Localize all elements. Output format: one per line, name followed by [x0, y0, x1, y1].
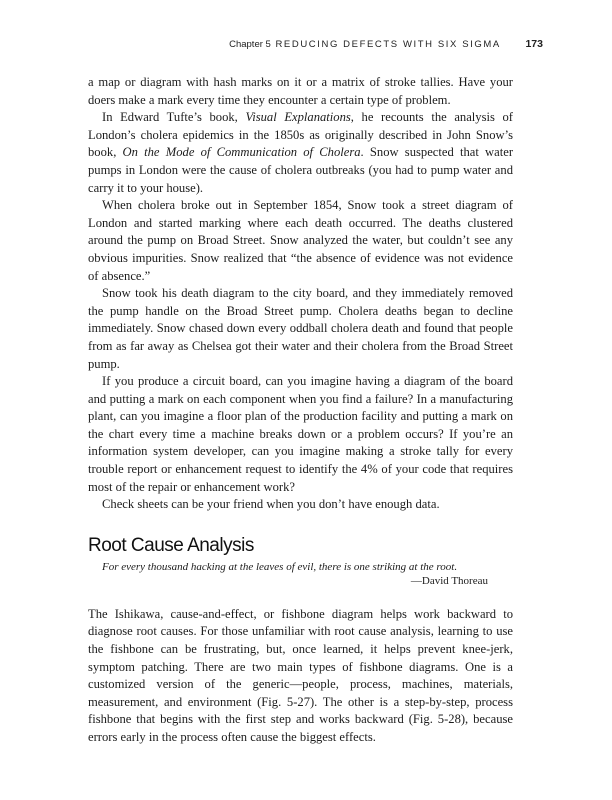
section-heading: Root Cause Analysis: [88, 534, 254, 556]
epigraph: For every thousand hacking at the leaves of evil, there is one striking at the root.: [102, 560, 458, 573]
book-title-visual-explanations: Visual Explanations: [245, 110, 351, 125]
book-title-snow: On the Mode of Communication of Cholera: [122, 145, 361, 160]
paragraph-tufte: [88, 109, 513, 197]
page-number: 173: [525, 38, 543, 50]
paragraph-check-sheets: Check sheets can be your friend when you don’t have enough data.: [102, 497, 440, 512]
epigraph-attribution: —David Thoreau: [410, 574, 488, 587]
paragraph-continuation: a map or diagram with hash marks on it or a matrix of stroke tallies. Have your doers make a mark every time they encounter a certain type of problem.: [88, 75, 513, 107]
chapter-label: Chapter 5: [229, 39, 271, 50]
paragraph-cholera-1854: When cholera broke out in September 1854, Snow took a street diagram of London and started marking where each death occurred. The deaths clustered around the pump on Broad Street. Snow analyzed the water, but couldn’t see any obvious impurities. Snow realized that “the absence of evidence was not evidence of absence.”: [88, 198, 513, 283]
body-text: [88, 74, 513, 747]
paragraph-circuit-board: If you produce a circuit board, can you imagine having a diagram of the board and putting a mark on each component when you find a failure? In a manufacturing plant, can you imagine a floor plan of the production facility and putting a mark on the chart every time a machine breaks down or a problem occurs? If you’re an information system developer, can you imagine making a stroke tally for every trouble report or enhancement request to identify the 4% of your code that requires most of the repair or enhancement work?: [88, 374, 513, 494]
paragraph-tufte-c: . Snow suspected that water pumps in London were the cause of cholera outbreaks (you had to pump water and carry it to your house).: [88, 145, 514, 195]
chapter-title: REDUCING DEFECTS WITH SIX SIGMA: [275, 39, 501, 50]
paragraph-ishikawa: The Ishikawa, cause-and-effect, or fishbone diagram helps work backward to diagnose root causes. For those unfamiliar with root cause analysis, learning to use the fishbone can be frustrating, but, once learned, it helps prevent knee-jerk, symptom patching. There are two main types of fishbone diagrams. One is a customized version of the generic—people, process, machines, materials, measurement, and environment (Fig. 5-27). The other is a step-by-step, process fishbone that begins with the first step and works backward (Fig. 5-28), because errors early in the process often cause the biggest effects.: [88, 606, 513, 744]
paragraph-city-board: Snow took his death diagram to the city board, and they immediately removed the pump handle on the Broad Street pump. Cholera deaths began to decline immediately. Snow chased down every oddball cholera death and found that people from as far away as Chelsea got their water and their cholera from the Broad Street pump.: [88, 286, 513, 371]
paragraph-tufte-b: , he recounts the analysis of London’s cholera epidemics in the 1850s as originally described in John Snow’s book,: [88, 110, 513, 160]
paragraph-tufte-a: In Edward Tufte’s book,: [102, 110, 246, 125]
running-head: [88, 38, 543, 50]
